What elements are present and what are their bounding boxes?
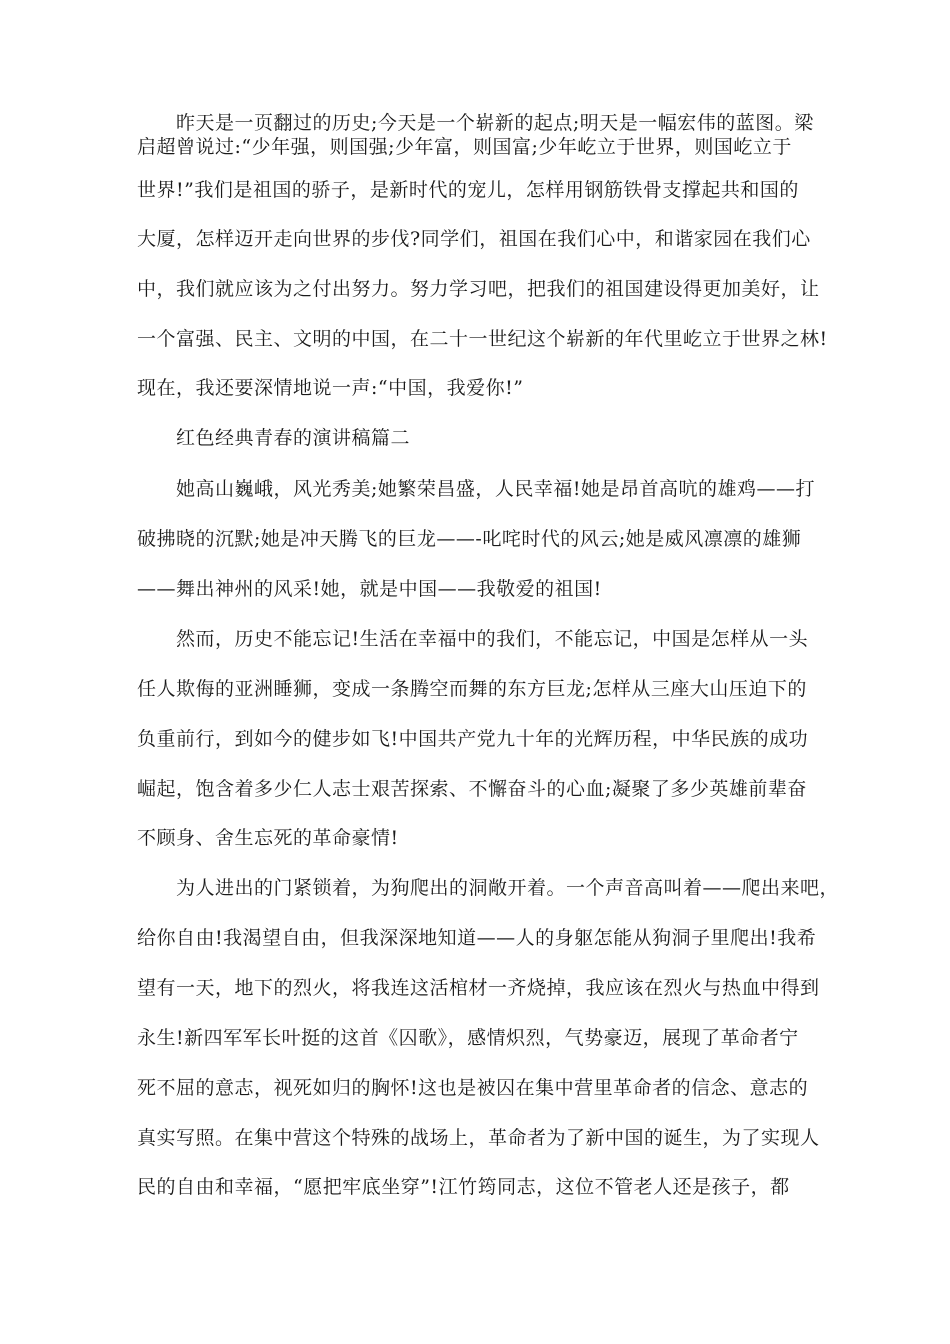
text-line: 世界!”我们是祖国的骄子，是新时代的宠儿，怎样用钢筋铁骨支撑起共和国的 — [137, 179, 799, 201]
text-line: 任人欺侮的亚洲睡狮，变成一条腾空而舞的东方巨龙;怎样从三座大山压迫下的 — [137, 678, 807, 700]
text-line: 一个富强、民主、文明的中国，在二十一世纪这个崭新的年代里屹立于世界之林! — [137, 328, 828, 350]
text-line: 望有一天，地下的烈火，将我连这活棺材一齐烧掉，我应该在烈火与热血中得到 — [137, 977, 820, 999]
text-line: 负重前行，到如今的健步如飞!中国共产党九十年的光辉历程，中华民族的成功 — [137, 728, 809, 750]
text-line: 她高山巍峨，风光秀美;她繁荣昌盛，人民幸福!她是昂首高吭的雄鸡——打 — [176, 478, 816, 500]
text-line: 中，我们就应该为之付出努力。努力学习吧，把我们的祖国建设得更加美好，让 — [137, 278, 820, 300]
text-line: 然而，历史不能忘记!生活在幸福中的我们，不能忘记，中国是怎样从一头 — [176, 628, 809, 650]
text-line: 真实写照。在集中营这个特殊的战场上，革命者为了新中国的诞生，为了实现人 — [137, 1127, 820, 1149]
text-line: ——舞出神州的风采!她，就是中国——我敬爱的祖国! — [137, 578, 602, 600]
text-line: 永生!新四军军长叶挺的这首《囚歌》，感情炽烈，气势豪迈，展现了革命者宁 — [137, 1027, 799, 1049]
text-line: 死不屈的意志，视死如归的胸怀!这也是被囚在集中营里革命者的信念、意志的 — [137, 1077, 809, 1099]
text-line: 崛起，饱含着多少仁人志士艰苦探索、不懈奋斗的心血;凝聚了多少英雄前辈奋 — [137, 778, 807, 800]
text-line: 为人进出的门紧锁着，为狗爬出的洞敞开着。一个声音高叫着——爬出来吧， — [176, 877, 840, 899]
text-line: 大厦，怎样迈开走向世界的步伐?同学们，祖国在我们心中，和谐家园在我们心 — [137, 228, 811, 250]
text-line: 昨天是一页翻过的历史;今天是一个崭新的起点;明天是一幅宏伟的蓝图。梁 — [176, 112, 814, 134]
text-line: 现在，我还要深情地说一声:“中国，我爱你!” — [137, 377, 524, 399]
text-line: 启超曾说过:“少年强，则国强;少年富，则国富;少年屹立于世界，则国屹立于 — [137, 136, 792, 158]
text-line: 破拂晓的沉默;她是冲天腾飞的巨龙——-叱咤时代的风云;她是威风凛凛的雄狮 — [137, 528, 802, 550]
text-line: 不顾身、舍生忘死的革命豪情! — [137, 827, 399, 849]
section-heading: 红色经典青春的演讲稿篇二 — [176, 427, 411, 449]
text-line: 民的自由和幸福，“愿把牢底坐穿”!江竹筠同志，这位不管老人还是孩子，都 — [137, 1176, 790, 1198]
text-line: 给你自由!我渴望自由，但我深深地知道——人的身躯怎能从狗洞子里爬出!我希 — [137, 927, 817, 949]
